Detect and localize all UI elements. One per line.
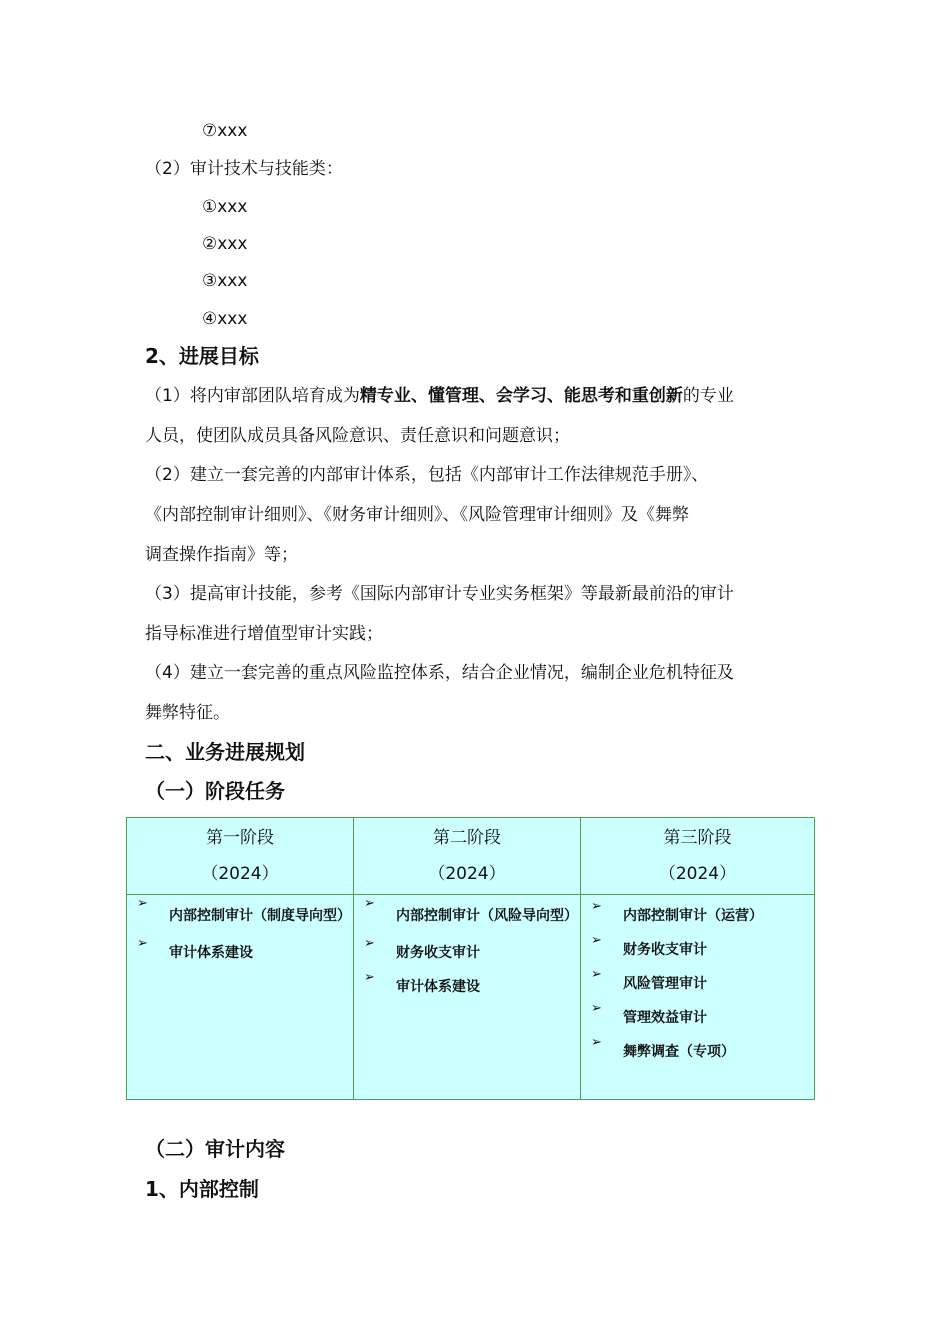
list-item [354, 936, 580, 970]
list-item [127, 896, 353, 936]
phase-heading: （一）阶段任务 [145, 779, 285, 803]
phase-2-title: 第二阶段 [433, 828, 501, 848]
skills-item-2: ②xxx [202, 234, 248, 254]
list-item [581, 967, 814, 1001]
skills-heading: （2）审计技术与技能类： [145, 159, 343, 179]
goal-2-line-3: 调查操作指南》等； [145, 545, 298, 565]
section-2-heading: 二、业务进展规划 [145, 740, 305, 764]
phase-3-item-1: 内部控制审计（运营） [623, 908, 763, 924]
phase-3-item-5: 舞弊调查（专项） [623, 1044, 735, 1060]
phase-1-year: （2024） [201, 864, 279, 884]
list-item [354, 896, 580, 936]
phase-column-2 [354, 818, 581, 1099]
phase-1-item-2: 审计体系建设 [169, 945, 253, 961]
list-item [581, 1001, 814, 1035]
arrow-bullet-icon: ➢ [137, 936, 148, 951]
phase-3-header [581, 818, 814, 895]
phase-2-year: （2024） [428, 864, 506, 884]
internal-control-heading: 1、内部控制 [145, 1177, 259, 1201]
phase-3-title: 第三阶段 [663, 828, 732, 848]
arrow-bullet-icon: ➢ [591, 899, 602, 914]
goal-2-line-2: 《内部控制审计细则》、《财务审计细则》、《风险管理审计细则》及《舞弊 [145, 505, 689, 525]
list-item [581, 933, 814, 967]
skills-item-3: ③xxx [202, 271, 248, 291]
list-item [581, 1035, 814, 1069]
phase-column-3 [581, 818, 814, 1099]
skills-item-1: ①xxx [202, 197, 248, 217]
phase-1-body [127, 895, 353, 970]
goal-1-suffix: 的专业 [682, 386, 734, 406]
arrow-bullet-icon: ➢ [591, 933, 602, 948]
arrow-bullet-icon: ➢ [591, 967, 602, 982]
phase-3-year: （2024） [658, 864, 737, 884]
arrow-bullet-icon: ➢ [591, 1035, 602, 1050]
phase-2-item-2: 财务收支审计 [396, 945, 480, 961]
goal-4-line-2: 舞弊特征。 [145, 703, 230, 723]
goal-4-line-1: （4）建立一套完善的重点风险监控体系，结合企业情况，编制企业危机特征及 [145, 663, 734, 683]
goal-1-line-1 [145, 384, 734, 408]
arrow-bullet-icon: ➢ [591, 1001, 602, 1016]
arrow-bullet-icon: ➢ [364, 970, 375, 985]
phase-2-header [354, 818, 580, 895]
arrow-bullet-icon: ➢ [364, 936, 375, 951]
list-item-7: ⑦xxx [202, 121, 248, 141]
list-item [581, 899, 814, 933]
phase-1-title: 第一阶段 [206, 828, 274, 848]
audit-content-heading: （二）审计内容 [145, 1137, 285, 1161]
goal-2-line-1: （2）建立一套完善的内部审计体系，包括《内部审计工作法律规范手册》、 [145, 465, 709, 485]
goals-heading: 2、进展目标 [145, 344, 259, 368]
goal-1-prefix: （1）将内审部团队培育成为 [145, 386, 360, 406]
list-item [354, 970, 580, 1004]
phase-2-body [354, 895, 580, 1004]
arrow-bullet-icon: ➢ [137, 896, 148, 911]
goal-1-bold: 精专业、懂管理、会学习、能思考和重创新 [359, 386, 683, 406]
skills-item-4: ④xxx [202, 309, 248, 329]
goal-1-line-2: 人员，使团队成员具备风险意识、责任意识和问题意识； [145, 426, 570, 446]
phase-2-item-1: 内部控制审计（风险导向型） [396, 908, 578, 924]
goal-3-line-1: （3）提高审计技能，参考《国际内部审计专业实务框架》等最新最前沿的审计 [145, 584, 734, 604]
phase-3-body [581, 895, 814, 1069]
goal-3-line-2: 指导标准进行增值型审计实践； [145, 624, 383, 644]
list-item [127, 936, 353, 970]
phase-3-item-4: 管理效益审计 [623, 1010, 707, 1026]
phase-column-1 [127, 818, 354, 1099]
phase-1-header [127, 818, 353, 895]
phase-table [126, 817, 815, 1100]
arrow-bullet-icon: ➢ [364, 896, 375, 911]
phase-1-item-1: 内部控制审计（制度导向型） [169, 908, 351, 924]
phase-2-item-3: 审计体系建设 [396, 979, 480, 995]
phase-3-item-3: 风险管理审计 [623, 976, 707, 992]
phase-3-item-2: 财务收支审计 [623, 942, 707, 958]
